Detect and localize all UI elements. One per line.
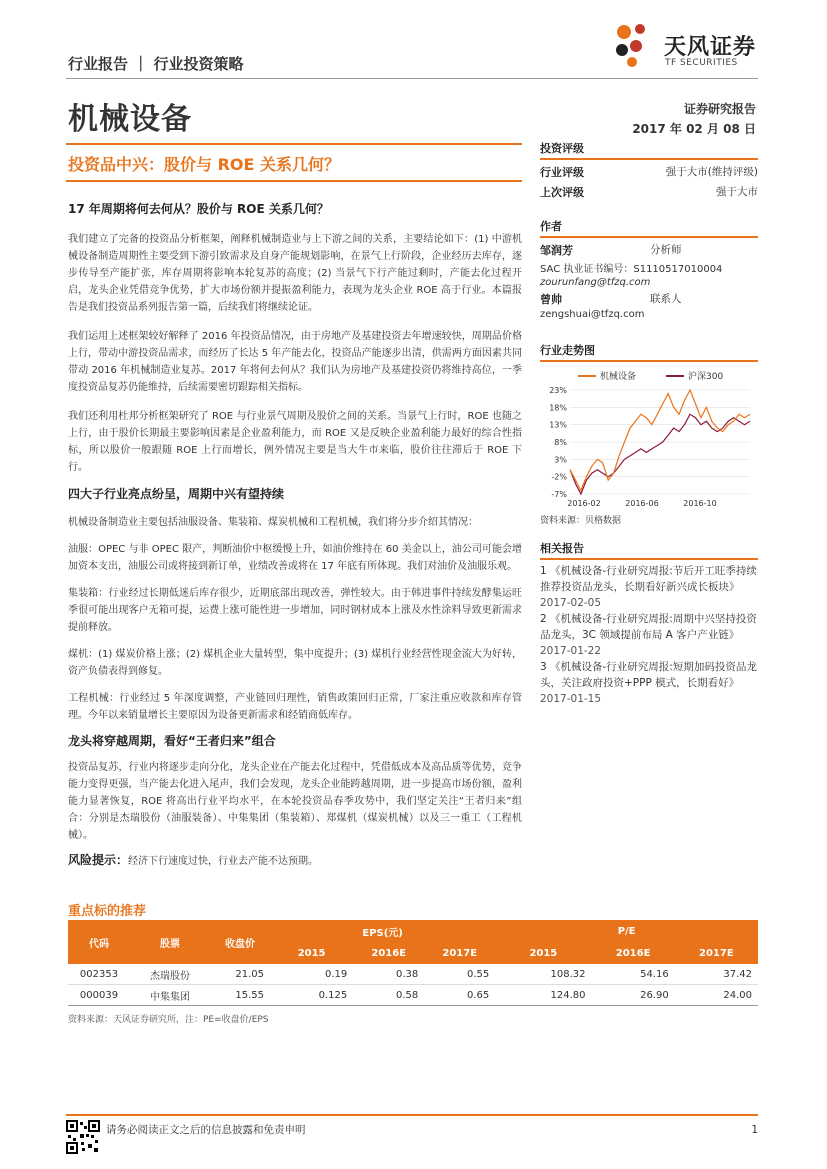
paragraph-1: 我们建立了完备的投资品分析框架，阐释机械制造业与上下游之间的关系，主要结论如下：(1) 中游机械设备制造周期性主要受到下游引致需求及自身产能规划影响，在景气上行阶段，企业经历去库存，逐步传导至产能扩张，库存周期将影响本轮复苏的高度；(2) 当景气下行产能过剩时，产能去化过程开启，龙头企业凭借竞争优势，扩大市场份额并提振盈利能力，表现为龙头企业 ROE 高于行业。本篇报告是我们投资品系列报告第一篇，后续我们将继续论证。: [68, 234, 522, 313]
industry-name: 机械设备: [68, 102, 192, 137]
col-eps-2017: 2017E: [424, 942, 495, 964]
industry-rating-row: [540, 164, 758, 180]
col-name: 股票: [130, 920, 210, 964]
cell-pe-2015: 124.80: [550, 989, 586, 1001]
table-row: [68, 964, 758, 985]
report-date: 2017 年 02 月 08 日: [632, 122, 756, 136]
prev-rating-row: [540, 184, 758, 200]
cell-code: 000039: [79, 989, 119, 1001]
prev-rating-label: 上次评级: [540, 186, 584, 199]
brand-name: 天风证券: [664, 35, 757, 60]
col-pe-2017: 2017E: [675, 942, 758, 964]
section-title-3: 龙头将穿越周期，看好“王者归来”组合: [68, 734, 276, 748]
col-pe: P/E: [495, 920, 758, 942]
cell-price: 21.05: [235, 968, 264, 980]
cell-price: 15.55: [235, 989, 264, 1001]
related-report-3[interactable]: [540, 659, 758, 707]
author1-role: 分析师: [650, 244, 682, 256]
related-title: 相关报告: [540, 540, 758, 560]
col-eps-2016: 2016E: [353, 942, 424, 964]
industry-rating-value: 强于大市(维持评级): [665, 166, 758, 178]
cell-eps-2015: 0.125: [318, 989, 348, 1001]
cell-code: 002353: [79, 968, 119, 980]
rating-title: 投资评级: [540, 140, 758, 160]
picks-source: 资料来源：天风证券研究所，注：PE=收盘价/EPS: [68, 1015, 269, 1025]
risk-label: 风险提示：: [68, 853, 129, 867]
related-report-2-date: 2017-01-22: [540, 645, 602, 657]
col-eps: EPS(元): [270, 920, 495, 942]
risk-note: [68, 852, 522, 870]
paragraph-8: 工程机械：行业经过 5 年深度调整，产业链回归理性，销售政策回归正常，厂家注重应收款和库存管理。今年以来销量增长主要原因为设备更新需求和经销商低库存。: [68, 693, 522, 721]
x-tick-label: 2016-02: [567, 499, 601, 508]
col-eps-2015: 2015: [270, 942, 353, 964]
report-category: 行业报告 ｜ 行业投资策略: [68, 55, 244, 73]
table-row: [68, 985, 758, 1006]
cell-eps-2017: 0.65: [466, 989, 490, 1001]
cell-eps-2016: 0.58: [395, 989, 419, 1001]
author2-role: 联系人: [650, 293, 682, 305]
cell-eps-2015: 0.19: [324, 968, 348, 980]
picks-table: [68, 920, 758, 1006]
logo-mark-icon: [610, 20, 660, 70]
cell-pe-2016: 26.90: [640, 989, 669, 1001]
y-tick-label: 13%: [549, 420, 567, 430]
author2-row: [540, 291, 758, 307]
legend-label-sector: 机械设备: [600, 372, 637, 382]
related-report-2[interactable]: [540, 611, 758, 659]
paragraph-7: 煤机：(1) 煤炭价格上涨；(2) 煤机企业大量转型，集中度提升；(3) 煤机行业经营性现金流大为好转，资产负债表得到修复。: [68, 649, 522, 677]
col-pe-2015: 2015: [495, 942, 591, 964]
header-rule: [66, 78, 758, 79]
related-report-3-date: 2017-01-15: [540, 693, 602, 705]
title-rule-top: [66, 143, 522, 145]
paragraph-9: 投资品复苏，行业内将逐步走向分化，龙头企业在产能去化过程中，凭借低成本及高品质等优势，竞争能力变得更强，当产能去化进入尾声，我们会发现，龙头企业能跨越周期，进一步提高市场份额，盈利能力显著恢复，ROE 将高出行业平均水平，在本轮投资品春季攻势中，我们坚定关注“王者归来”组合：分别是杰瑞股份（油服装备）、中集集团（集装箱）、郑煤机（煤炭机械）以及三一重工（工程机械）。: [68, 762, 522, 841]
legend-label-index: 沪深300: [688, 372, 724, 382]
footer-rule: [66, 1114, 758, 1116]
related-report-3-text: 3 《机械设备-行业研究周报:短期加码投资品龙头，关注政府投资+PPP 模式，长期看好》: [540, 661, 757, 689]
y-tick-label: 18%: [549, 403, 567, 413]
cell-name: 杰瑞股份: [150, 970, 190, 982]
col-code: 代码: [68, 920, 130, 964]
sidebar: [540, 140, 758, 707]
col-price: 收盘价: [210, 920, 270, 964]
risk-text: 经济下行速度过快，行业去产能不达预期。: [128, 856, 319, 867]
page-number: 1: [751, 1124, 758, 1136]
related-report-1[interactable]: [540, 563, 758, 611]
trend-chart: [540, 366, 758, 511]
series-line-sector: [570, 390, 750, 491]
col-pe-2016: 2016E: [591, 942, 674, 964]
brand-logo: [610, 20, 660, 70]
cell-pe-2016: 54.16: [640, 968, 669, 980]
qr-code-icon: [66, 1120, 100, 1154]
series-line-index: [570, 414, 750, 494]
author2-email[interactable]: zengshuai@tfzq.com: [540, 309, 645, 320]
paragraph-2: 我们运用上述框架较好解释了 2016 年投资品情况，由于房地产及基建投资去年增速较快，周期品价格上行，带动中游投资品需求，而经历了长达 5 年产能去化，投资品产能逐步出清，供需两方面因素共同带动 2016 年机械制造业复苏。2017 年将何去何从？我们认为房地产及基建投资仍将维持高位，一季度投资品复苏仍能维持，后续需要密切跟踪相关指标。: [68, 331, 522, 393]
section-title-2: 四大子行业亮点纷呈，周期中兴有望持续: [68, 487, 285, 501]
x-tick-label: 2016-10: [683, 499, 717, 508]
trend-source: 资料来源：贝格数据: [540, 516, 622, 526]
x-tick-label: 2016-06: [625, 499, 659, 508]
related-report-1-date: 2017-02-05: [540, 597, 602, 609]
prev-rating-value: 强于大市: [716, 186, 758, 198]
cell-pe-2017: 37.42: [723, 968, 752, 980]
picks-title: 重点标的推荐: [68, 904, 147, 919]
paragraph-5: 油服：OPEC 与非 OPEC 限产，判断油价中枢缓慢上升，如油价维持在 60 美金以上，油公司可能会增加资本支出，油服公司或将接到新订单，业绩改善或将在 17 年底有所体现。我们对油价及油服乐观。: [68, 544, 522, 572]
y-tick-label: -2%: [551, 472, 567, 482]
related-report-2-text: 2 《机械设备-行业研究周报:周期中兴坚持投资品龙头，3C 领域提前布局 A 客户产业链》: [540, 613, 757, 641]
trend-title: 行业走势图: [540, 342, 758, 362]
main-column: [68, 200, 522, 870]
related-report-1-text: 1 《机械设备-行业研究周报:节后开工旺季持续推荐投资品龙头，长期看好新兴成长板块》: [540, 565, 757, 593]
author1-name: 邹润芳: [540, 244, 573, 257]
cell-pe-2017: 24.00: [723, 989, 752, 1001]
brand-name-en: TF SECURITIES: [665, 58, 738, 68]
title-rule-bottom: [66, 180, 522, 182]
authors-title: 作者: [540, 218, 758, 238]
paragraph-6: 集装箱：行业经过长期低迷后库存很少，近期底部出现改善，弹性较大。由于韩进事件持续发酵集运旺季很可能出现客户无箱可提，运费上涨可能性进一步增加，同时钢材成本上涨及水性涂料导致更新需求提前释放。: [68, 588, 522, 633]
industry-rating-label: 行业评级: [540, 166, 584, 179]
paragraph-4: 机械设备制造业主要包括油服设备、集装箱、煤炭机械和工程机械，我们将分步介绍其情况：: [68, 517, 478, 528]
report-type: 证券研究报告: [683, 102, 756, 116]
cell-pe-2015: 108.32: [550, 968, 586, 980]
y-tick-label: 3%: [554, 455, 567, 465]
author2-name: 曾帅: [540, 293, 562, 306]
report-title: 投资品中兴：股价与 ROE 关系几何？: [68, 155, 340, 174]
cell-eps-2017: 0.55: [466, 968, 490, 980]
author1-sac: SAC 执业证书编号：S1110517010004: [540, 264, 723, 275]
y-tick-label: -7%: [551, 490, 567, 499]
paragraph-3: 我们还利用杜邦分析框架研究了 ROE 与行业景气周期及股价之间的关系。当景气上行时，ROE 也随之上行，由于股价长期最主要影响因素是企业盈利能力，而 ROE 又是反映企业盈利能力最好的综合性指标，所以股价一般跟随 ROE 上行而增长，例外情况主要是当大牛市来临，股价往往滞后于 ROE 下行。: [68, 411, 522, 473]
section-title-1: 17 年周期将何去何从？股价与 ROE 关系几何？: [68, 202, 329, 216]
author1-row: [540, 242, 758, 258]
cell-name: 中集集团: [150, 991, 190, 1003]
y-tick-label: 8%: [554, 438, 567, 447]
y-tick-label: 23%: [549, 386, 567, 395]
cell-eps-2016: 0.38: [395, 968, 419, 980]
footer-disclaimer[interactable]: 请务必阅读正文之后的信息披露和免责申明: [106, 1124, 306, 1136]
author1-email[interactable]: zourunfang@tfzq.com: [540, 277, 651, 288]
